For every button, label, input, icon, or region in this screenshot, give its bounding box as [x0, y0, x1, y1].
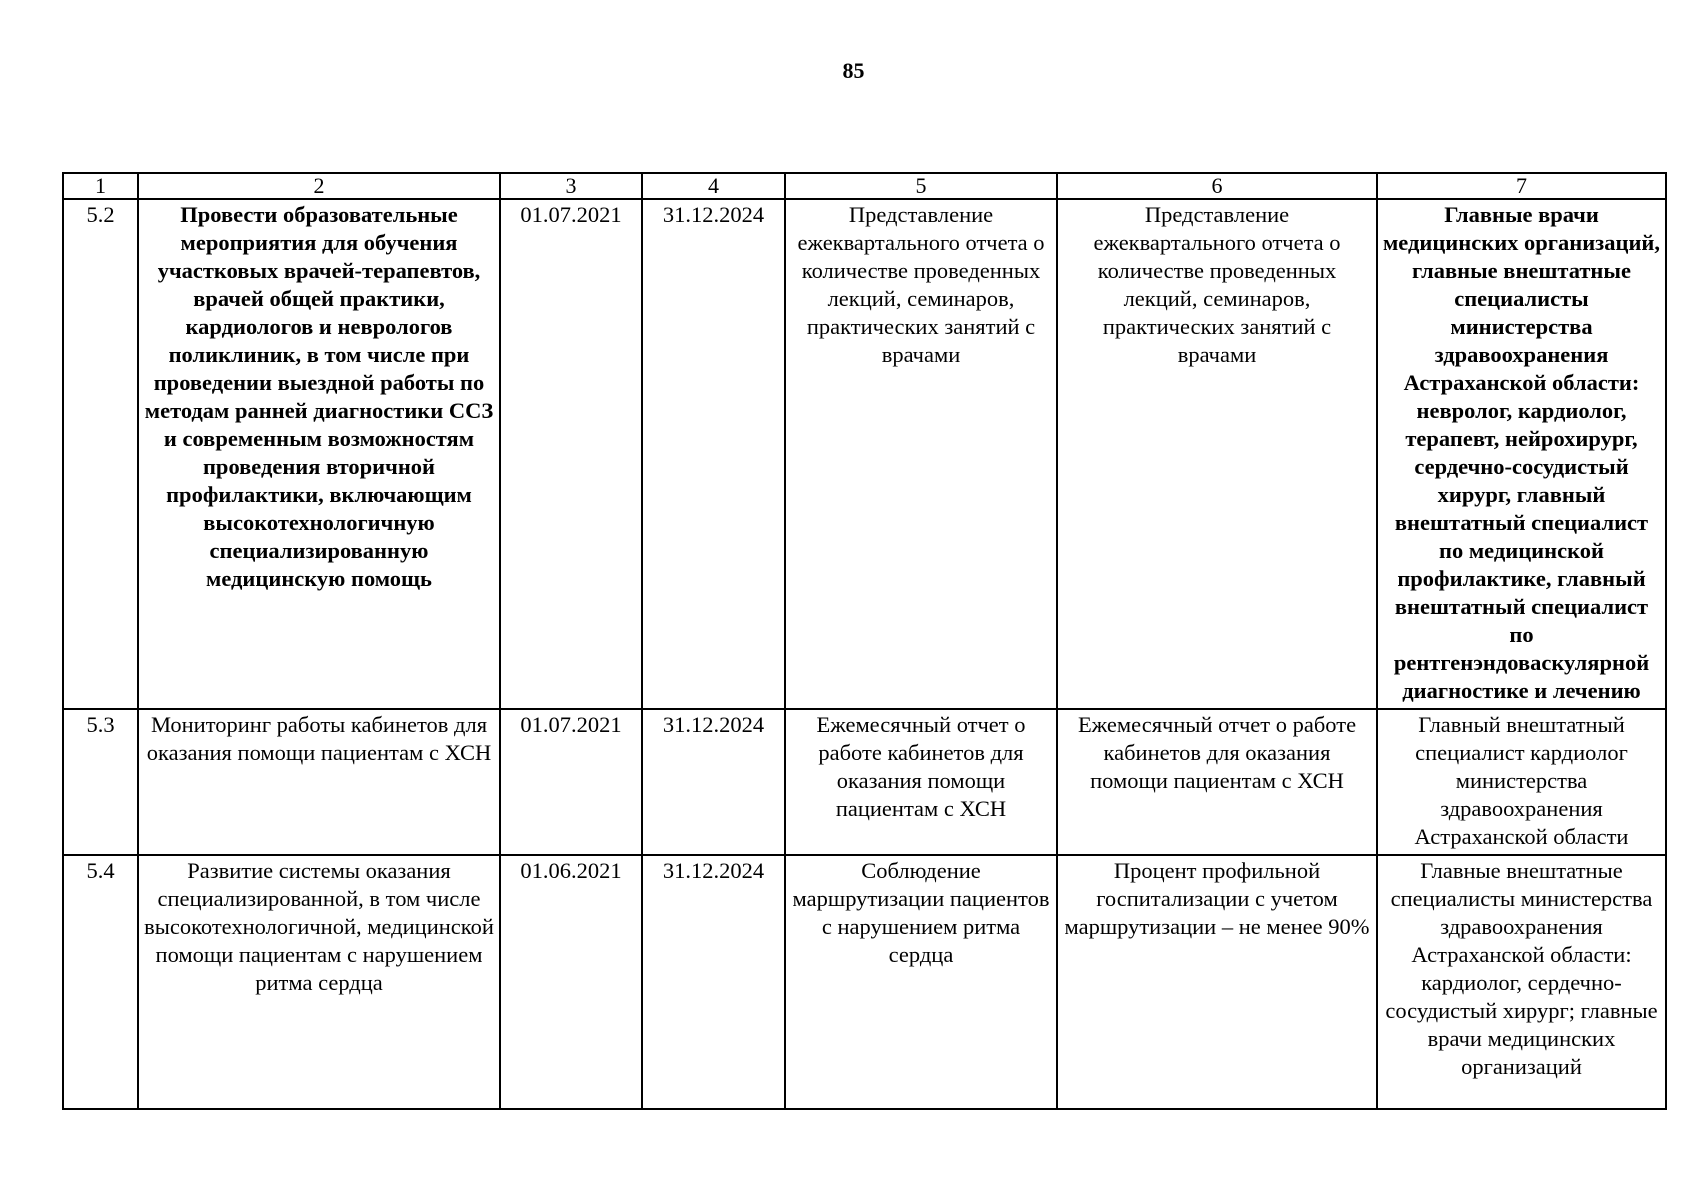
end-date-cell: 31.12.2024 [642, 855, 785, 1109]
column-header: 1 [63, 173, 138, 199]
table-row [63, 709, 1666, 855]
column-header: 5 [785, 173, 1057, 199]
column-header: 7 [1377, 173, 1666, 199]
result-cell: Представление ежеквартального отчета о количестве проведенных лекций, семинаров, практических занятий с врачами [785, 199, 1057, 709]
column-header: 2 [138, 173, 500, 199]
task-cell: Мониторинг работы кабинетов для оказания помощи пациентам с ХСН [138, 709, 500, 855]
indicator-cell: Представление ежеквартального отчета о количестве проведенных лекций, семинаров, практических занятий с врачами [1057, 199, 1377, 709]
row-number: 5.2 [63, 199, 138, 709]
responsible-cell: Главные врачи медицинских организаций, главные внештатные специалисты министерства здравоохранения Астраханской области: невролог, кардиолог, терапевт, нейрохирург, сердечно-сосудистый хирург, главный внештатный специалист по медицинской профилактике, главный внештатный специалист по рентгенэндоваскулярной диагностике и лечению [1377, 199, 1666, 709]
start-date-cell: 01.07.2021 [500, 199, 642, 709]
column-header: 6 [1057, 173, 1377, 199]
plan-table [62, 172, 1667, 1110]
indicator-cell: Процент профильной госпитализации с учетом маршрутизации – не менее 90% [1057, 855, 1377, 1109]
row-number: 5.3 [63, 709, 138, 855]
column-header: 4 [642, 173, 785, 199]
responsible-cell: Главные внештатные специалисты министерства здравоохранения Астраханской области: кардиолог, сердечно-сосудистый хирург; главные врачи медицинских организаций [1377, 855, 1666, 1109]
table-header-row [63, 173, 1666, 199]
result-cell: Соблюдение маршрутизации пациентов с нарушением ритма сердца [785, 855, 1057, 1109]
start-date-cell: 01.07.2021 [500, 709, 642, 855]
responsible-cell: Главный внештатный специалист кардиолог министерства здравоохранения Астраханской области [1377, 709, 1666, 855]
task-cell: Провести образовательные мероприятия для обучения участковых врачей-терапевтов, врачей общей практики, кардиологов и неврологов поликлиник, в том числе при проведении выездной работы по методам ранней диагностики ССЗ и современным возможностям проведения вторичной профилактики, включающим высокотехнологичную специализированную медицинскую помощь [138, 199, 500, 709]
start-date-cell: 01.06.2021 [500, 855, 642, 1109]
end-date-cell: 31.12.2024 [642, 709, 785, 855]
page-number: 85 [842, 58, 865, 83]
row-number: 5.4 [63, 855, 138, 1109]
result-cell: Ежемесячный отчет о работе кабинетов для оказания помощи пациентам с ХСН [785, 709, 1057, 855]
table-row [63, 199, 1666, 709]
end-date-cell: 31.12.2024 [642, 199, 785, 709]
table-row [63, 855, 1666, 1109]
task-cell: Развитие системы оказания специализированной, в том числе высокотехнологичной, медицинской помощи пациентам с нарушением ритма сердца [138, 855, 500, 1109]
indicator-cell: Ежемесячный отчет о работе кабинетов для оказания помощи пациентам с ХСН [1057, 709, 1377, 855]
column-header: 3 [500, 173, 642, 199]
